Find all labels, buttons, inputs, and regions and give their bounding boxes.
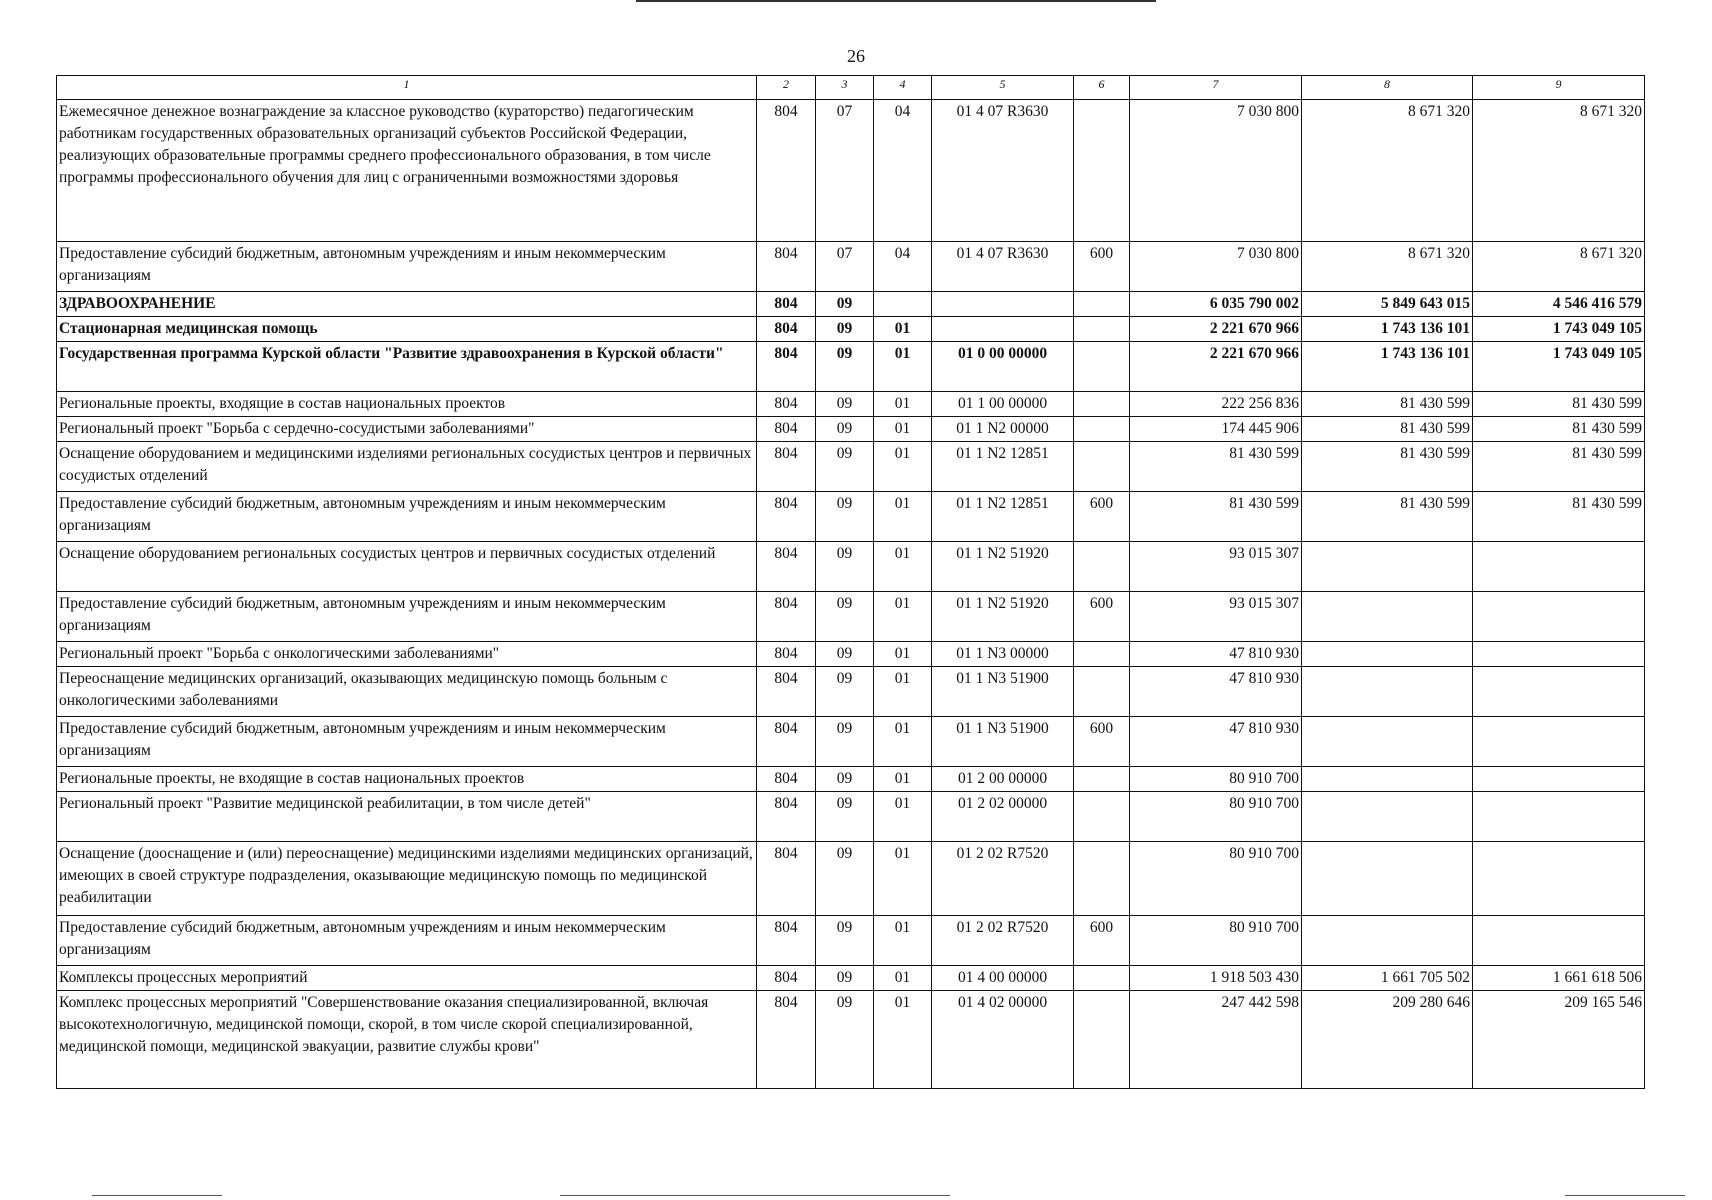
target-article-code [932,317,1074,342]
subsection-code: 01 [874,417,932,442]
ministry-code: 804 [757,492,816,542]
row-name: Региональный проект "Развитие медицинской реабилитации, в том числе детей" [57,792,757,842]
amount-year-1: 93 015 307 [1130,592,1302,642]
table-body [57,100,1645,1089]
amount-year-2: 81 430 599 [1302,492,1473,542]
row-name: Предоставление субсидий бюджетным, автономным учреждениям и иным некоммерческим организациям [57,717,757,767]
section-code: 09 [816,991,874,1089]
amount-year-3: 209 165 546 [1473,991,1645,1089]
target-article-code: 01 1 N2 51920 [932,592,1074,642]
expense-type-code [1074,292,1130,317]
ministry-code: 804 [757,667,816,717]
section-code: 09 [816,767,874,792]
ministry-code: 804 [757,100,816,242]
amount-year-3: 81 430 599 [1473,442,1645,492]
subsection-code: 01 [874,492,932,542]
amount-year-3: 8 671 320 [1473,242,1645,292]
column-number-header: 9 [1473,76,1645,100]
amount-year-2: 5 849 643 015 [1302,292,1473,317]
target-article-code: 01 2 02 00000 [932,792,1074,842]
target-article-code: 01 2 02 R7520 [932,916,1074,966]
row-name: Предоставление субсидий бюджетным, автономным учреждениям и иным некоммерческим организациям [57,242,757,292]
table-row [57,417,1645,442]
amount-year-3: 1 661 618 506 [1473,966,1645,991]
row-name: Оснащение оборудованием и медицинскими изделиями региональных сосудистых центров и первичных сосудистых отделений [57,442,757,492]
amount-year-3: 81 430 599 [1473,417,1645,442]
subsection-code: 01 [874,317,932,342]
amount-year-2: 1 743 136 101 [1302,317,1473,342]
table-row [57,492,1645,542]
row-name: Региональный проект "Борьба с сердечно-сосудистыми заболеваниями" [57,417,757,442]
subsection-code [874,292,932,317]
table-row [57,392,1645,417]
table-row [57,667,1645,717]
row-name: Региональные проекты, не входящие в состав национальных проектов [57,767,757,792]
amount-year-2: 81 430 599 [1302,442,1473,492]
target-article-code: 01 2 00 00000 [932,767,1074,792]
expense-type-code [1074,392,1130,417]
amount-year-3: 1 743 049 105 [1473,342,1645,392]
amount-year-3 [1473,592,1645,642]
amount-year-2 [1302,717,1473,767]
section-code: 09 [816,392,874,417]
expense-type-code: 600 [1074,717,1130,767]
amount-year-1: 47 810 930 [1130,717,1302,767]
amount-year-3 [1473,767,1645,792]
amount-year-1: 81 430 599 [1130,492,1302,542]
table-row [57,292,1645,317]
row-name: Предоставление субсидий бюджетным, автономным учреждениям и иным некоммерческим организациям [57,492,757,542]
section-code: 09 [816,317,874,342]
expense-type-code [1074,442,1130,492]
ministry-code: 804 [757,392,816,417]
subsection-code: 01 [874,916,932,966]
amount-year-3 [1473,667,1645,717]
ministry-code: 804 [757,642,816,667]
amount-year-1: 47 810 930 [1130,642,1302,667]
amount-year-1: 174 445 906 [1130,417,1302,442]
amount-year-1: 247 442 598 [1130,991,1302,1089]
table-row [57,442,1645,492]
column-number-header: 1 [57,76,757,100]
amount-year-1: 2 221 670 966 [1130,342,1302,392]
amount-year-2: 81 430 599 [1302,417,1473,442]
table-row [57,966,1645,991]
column-number-header: 5 [932,76,1074,100]
amount-year-2: 1 661 705 502 [1302,966,1473,991]
target-article-code: 01 1 N2 12851 [932,492,1074,542]
expense-type-code [1074,417,1130,442]
row-name: Стационарная медицинская помощь [57,317,757,342]
expense-type-code [1074,642,1130,667]
section-code: 07 [816,242,874,292]
page-number: 26 [847,46,865,66]
row-name: Оснащение (дооснащение и (или) переоснащение) медицинскими изделиями медицинских организаций, имеющих в своей структуре подразделения, оказывающие медицинскую помощь по медицинской реабилитации [57,842,757,916]
table-row [57,792,1645,842]
expense-type-code [1074,792,1130,842]
subsection-code: 01 [874,991,932,1089]
target-article-code: 01 4 02 00000 [932,991,1074,1089]
bottom-rule [1565,1195,1685,1196]
table-row [57,242,1645,292]
column-number-header: 3 [816,76,874,100]
amount-year-2: 81 430 599 [1302,392,1473,417]
row-name: Оснащение оборудованием региональных сосудистых центров и первичных сосудистых отделений [57,542,757,592]
amount-year-1: 80 910 700 [1130,916,1302,966]
expense-type-code [1074,667,1130,717]
amount-year-3 [1473,842,1645,916]
row-name: Региональный проект "Борьба с онкологическими заболеваниями" [57,642,757,667]
expense-type-code [1074,542,1130,592]
subsection-code: 01 [874,342,932,392]
row-name: Предоставление субсидий бюджетным, автономным учреждениям и иным некоммерческим организациям [57,592,757,642]
target-article-code [932,292,1074,317]
section-code: 09 [816,442,874,492]
expense-type-code: 600 [1074,242,1130,292]
budget-table [56,75,1645,1089]
subsection-code: 01 [874,442,932,492]
section-code: 09 [816,717,874,767]
amount-year-2: 1 743 136 101 [1302,342,1473,392]
amount-year-3: 8 671 320 [1473,100,1645,242]
ministry-code: 804 [757,966,816,991]
amount-year-1: 80 910 700 [1130,767,1302,792]
amount-year-3 [1473,792,1645,842]
bottom-rule [92,1195,222,1196]
section-code: 09 [816,642,874,667]
ministry-code: 804 [757,842,816,916]
amount-year-2: 209 280 646 [1302,991,1473,1089]
table-row [57,717,1645,767]
amount-year-1: 80 910 700 [1130,842,1302,916]
row-name: Региональные проекты, входящие в состав национальных проектов [57,392,757,417]
amount-year-2 [1302,592,1473,642]
column-number-header: 8 [1302,76,1473,100]
target-article-code: 01 1 N2 00000 [932,417,1074,442]
amount-year-2 [1302,916,1473,966]
section-code: 09 [816,792,874,842]
section-code: 09 [816,592,874,642]
subsection-code: 01 [874,592,932,642]
expense-type-code [1074,767,1130,792]
section-code: 09 [816,916,874,966]
subsection-code: 01 [874,792,932,842]
expense-type-code [1074,317,1130,342]
table-row [57,317,1645,342]
expense-type-code [1074,100,1130,242]
amount-year-1: 7 030 800 [1130,242,1302,292]
subsection-code: 01 [874,717,932,767]
target-article-code: 01 2 02 R7520 [932,842,1074,916]
amount-year-2 [1302,667,1473,717]
amount-year-3: 81 430 599 [1473,492,1645,542]
table-row [57,916,1645,966]
ministry-code: 804 [757,242,816,292]
amount-year-3 [1473,916,1645,966]
subsection-code: 01 [874,966,932,991]
subsection-code: 04 [874,242,932,292]
ministry-code: 804 [757,417,816,442]
section-code: 07 [816,100,874,242]
table-row [57,592,1645,642]
expense-type-code [1074,991,1130,1089]
ministry-code: 804 [757,592,816,642]
table-header [57,76,1645,100]
amount-year-3 [1473,542,1645,592]
subsection-code: 01 [874,767,932,792]
subsection-code: 04 [874,100,932,242]
ministry-code: 804 [757,717,816,767]
column-number-header: 4 [874,76,932,100]
target-article-code: 01 1 N3 00000 [932,642,1074,667]
subsection-code: 01 [874,667,932,717]
table-row [57,642,1645,667]
subsection-code: 01 [874,642,932,667]
amount-year-3: 1 743 049 105 [1473,317,1645,342]
section-code: 09 [816,966,874,991]
ministry-code: 804 [757,792,816,842]
amount-year-2: 8 671 320 [1302,100,1473,242]
row-name: Предоставление субсидий бюджетным, автономным учреждениям и иным некоммерческим организациям [57,916,757,966]
ministry-code: 804 [757,317,816,342]
expense-type-code: 600 [1074,492,1130,542]
amount-year-1: 80 910 700 [1130,792,1302,842]
row-name: ЗДРАВООХРАНЕНИЕ [57,292,757,317]
target-article-code: 01 1 N3 51900 [932,667,1074,717]
column-number-header: 6 [1074,76,1130,100]
amount-year-1: 222 256 836 [1130,392,1302,417]
table-row [57,991,1645,1089]
bottom-rule [560,1195,950,1196]
expense-type-code [1074,342,1130,392]
target-article-code: 01 4 07 R3630 [932,100,1074,242]
amount-year-3: 81 430 599 [1473,392,1645,417]
amount-year-1: 1 918 503 430 [1130,966,1302,991]
table-row [57,100,1645,242]
table-row [57,342,1645,392]
target-article-code: 01 1 00 00000 [932,392,1074,417]
expense-type-code: 600 [1074,592,1130,642]
amount-year-1: 2 221 670 966 [1130,317,1302,342]
column-number-header: 7 [1130,76,1302,100]
ministry-code: 804 [757,542,816,592]
subsection-code: 01 [874,392,932,417]
target-article-code: 01 4 07 R3630 [932,242,1074,292]
target-article-code: 01 0 00 00000 [932,342,1074,392]
section-code: 09 [816,342,874,392]
section-code: 09 [816,542,874,592]
subsection-code: 01 [874,842,932,916]
amount-year-3: 4 546 416 579 [1473,292,1645,317]
amount-year-2 [1302,792,1473,842]
section-code: 09 [816,292,874,317]
ministry-code: 804 [757,442,816,492]
row-name: Комплексы процессных мероприятий [57,966,757,991]
row-name: Ежемесячное денежное вознаграждение за классное руководство (кураторство) педагогическим работникам государственных образовательных организаций субъектов Российской Федерации, реализующих образовательные программы среднего профессионального образования, в том числе программы профессионального обучения для лиц с ограниченными возможностями здоровья [57,100,757,242]
ministry-code: 804 [757,991,816,1089]
section-code: 09 [816,667,874,717]
row-name: Комплекс процессных мероприятий "Совершенствование оказания специализированной, включая высокотехнологичную, медицинской помощи, скорой, в том числе скорой специализированной, медицинской помощи, медицинской эвакуации, развитие службы крови" [57,991,757,1089]
amount-year-2: 8 671 320 [1302,242,1473,292]
ministry-code: 804 [757,767,816,792]
table-row [57,542,1645,592]
column-number-header: 2 [757,76,816,100]
row-name: Государственная программа Курской области "Развитие здравоохранения в Курской области" [57,342,757,392]
top-rule [636,0,1156,2]
section-code: 09 [816,417,874,442]
amount-year-2 [1302,642,1473,667]
table-row [57,842,1645,916]
amount-year-2 [1302,767,1473,792]
ministry-code: 804 [757,916,816,966]
amount-year-3 [1473,642,1645,667]
row-name: Переоснащение медицинских организаций, оказывающих медицинскую помощь больным с онкологическими заболеваниями [57,667,757,717]
target-article-code: 01 1 N2 12851 [932,442,1074,492]
amount-year-1: 47 810 930 [1130,667,1302,717]
amount-year-1: 6 035 790 002 [1130,292,1302,317]
section-code: 09 [816,492,874,542]
amount-year-1: 81 430 599 [1130,442,1302,492]
ministry-code: 804 [757,292,816,317]
amount-year-2 [1302,842,1473,916]
target-article-code: 01 1 N2 51920 [932,542,1074,592]
amount-year-1: 7 030 800 [1130,100,1302,242]
expense-type-code: 600 [1074,916,1130,966]
table-row [57,767,1645,792]
expense-type-code [1074,966,1130,991]
amount-year-2 [1302,542,1473,592]
section-code: 09 [816,842,874,916]
target-article-code: 01 1 N3 51900 [932,717,1074,767]
target-article-code: 01 4 00 00000 [932,966,1074,991]
expense-type-code [1074,842,1130,916]
subsection-code: 01 [874,542,932,592]
amount-year-1: 93 015 307 [1130,542,1302,592]
ministry-code: 804 [757,342,816,392]
amount-year-3 [1473,717,1645,767]
